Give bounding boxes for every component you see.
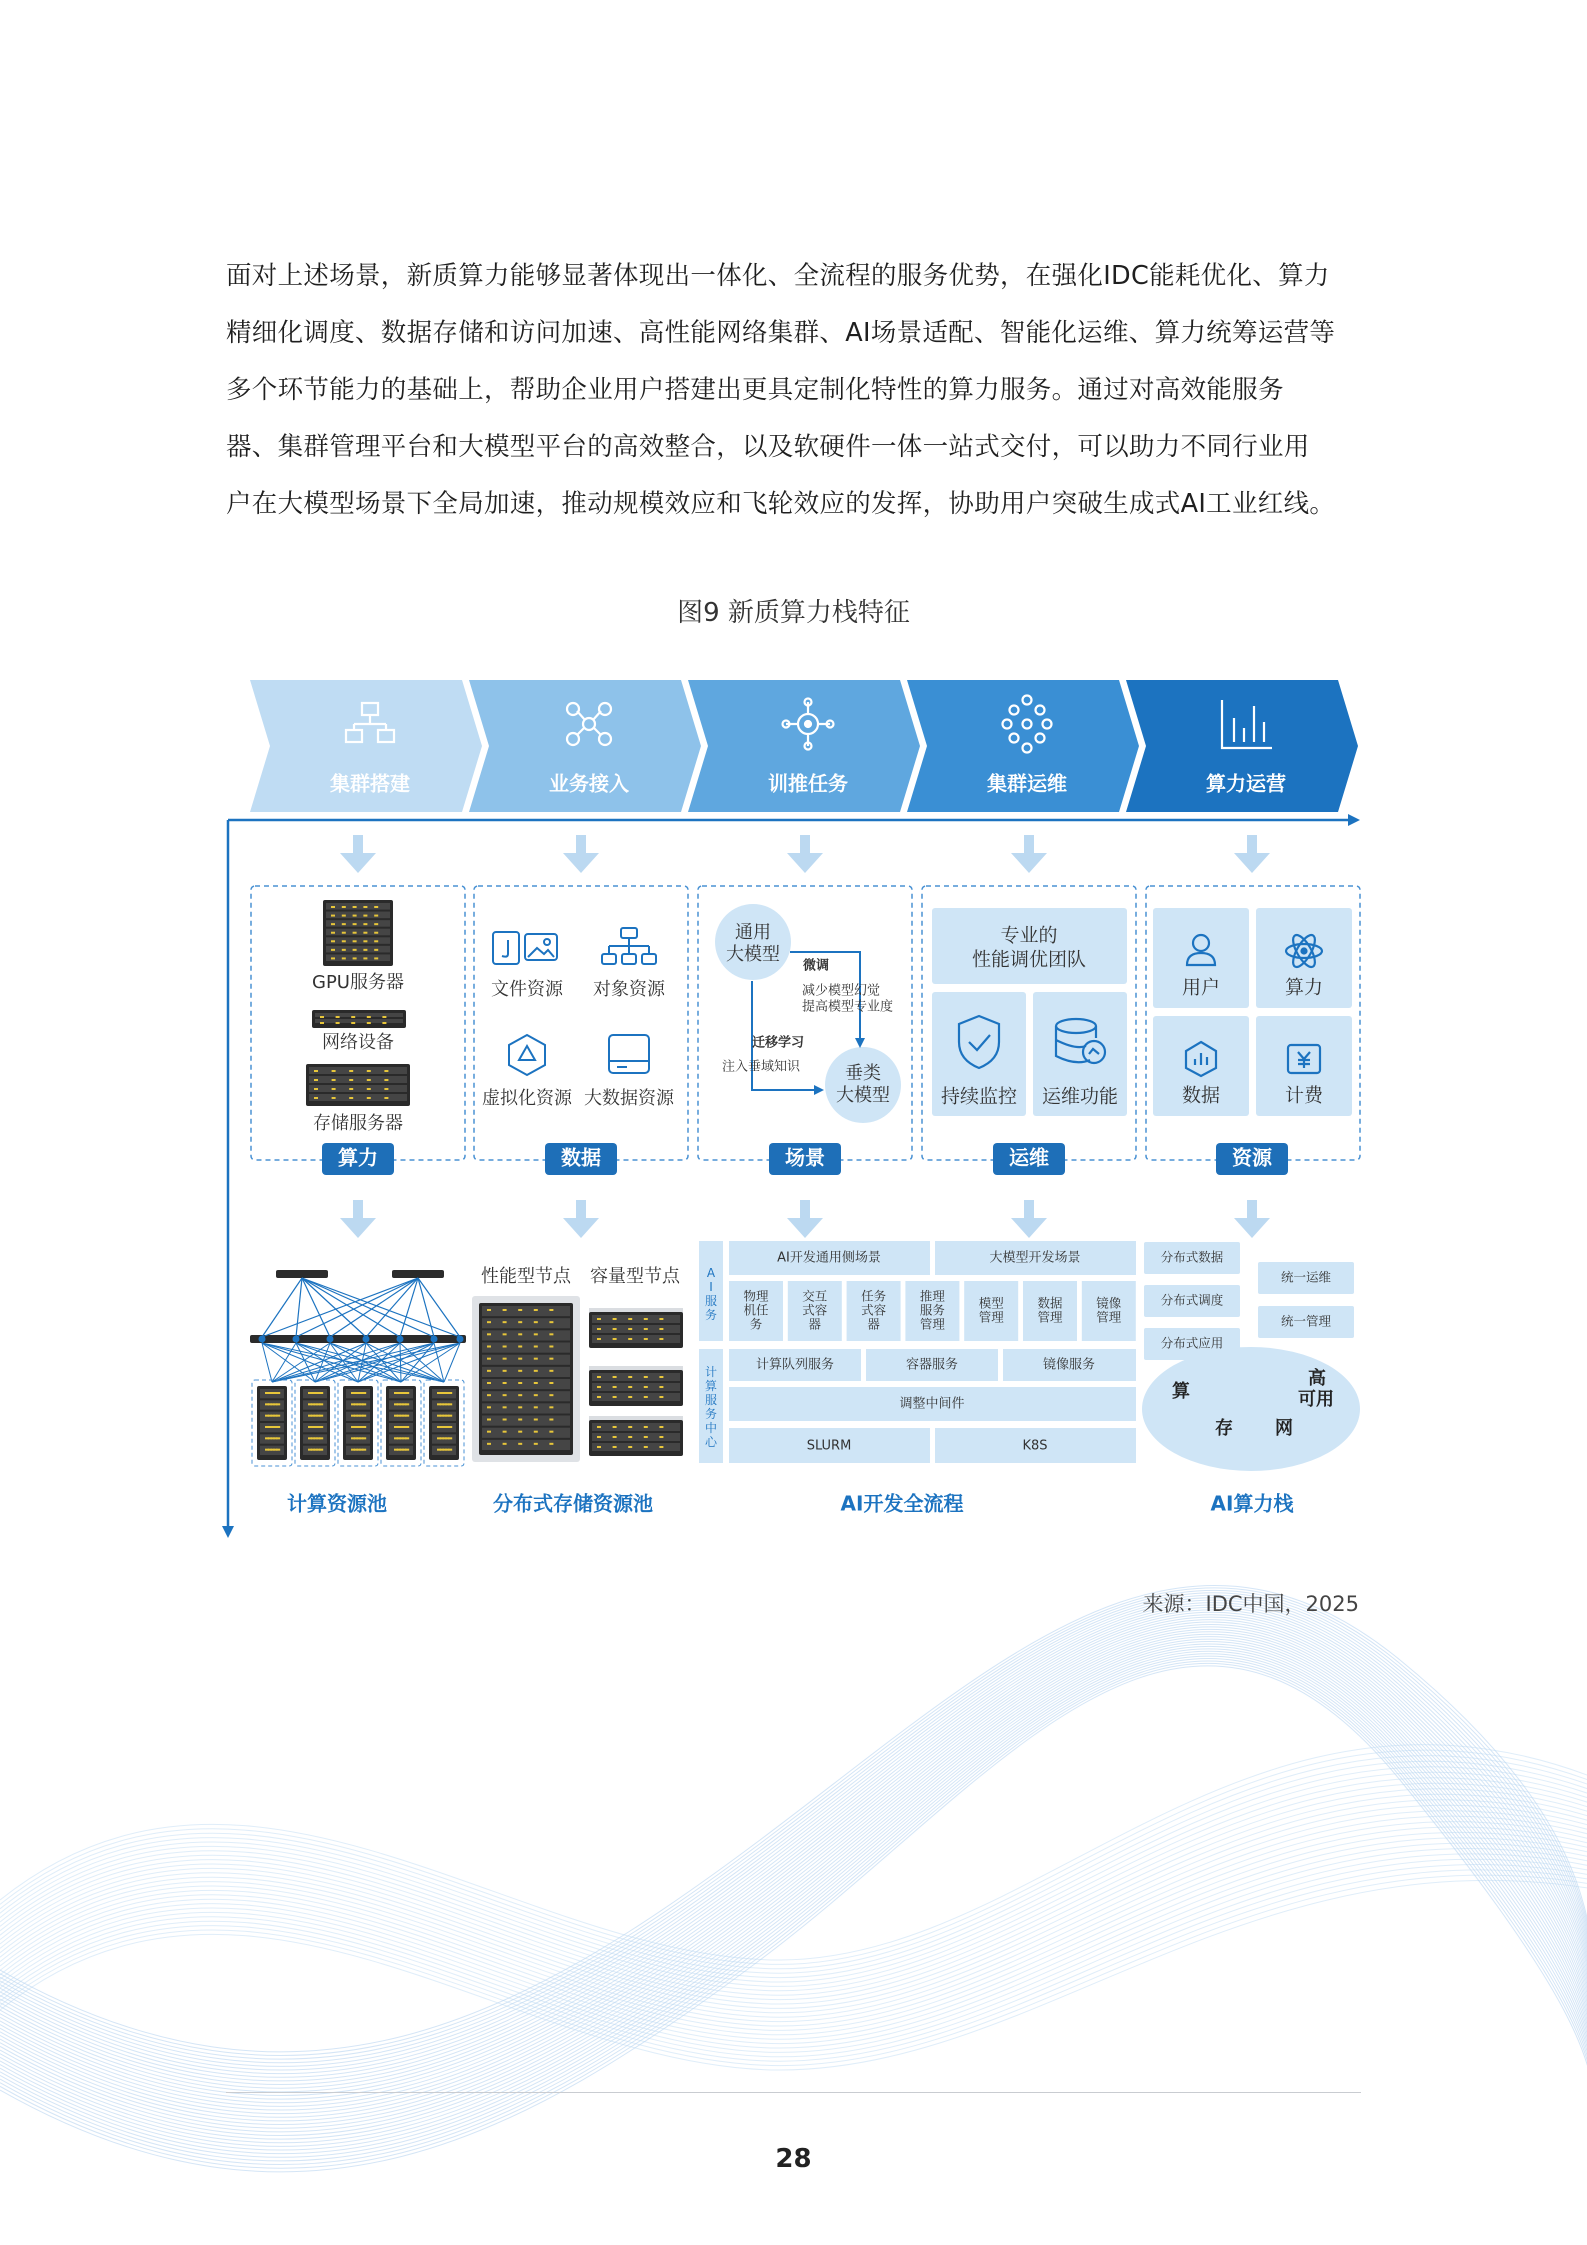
finetune-desc — [802, 999, 893, 1015]
ops-label — [941, 1086, 1017, 1108]
svg-text:AI算力栈: AI算力栈 — [1210, 1491, 1294, 1516]
service-label — [1096, 1296, 1122, 1325]
svg-text:存储服务器: 存储服务器 — [313, 1113, 403, 1134]
svg-text:大模型开发场景: 大模型开发场景 — [989, 1250, 1081, 1266]
svg-text:器: 器 — [808, 1316, 822, 1332]
svg-text:任务: 任务 — [861, 1288, 887, 1304]
svg-text:务: 务 — [704, 1308, 718, 1322]
svg-text:大模型: 大模型 — [726, 944, 780, 965]
figure-source: 来源：IDC中国，2025 — [1142, 1592, 1359, 1616]
finetune-desc — [802, 983, 880, 999]
svg-text:训推任务: 训推任务 — [768, 771, 848, 796]
body-line: 精细化调度、数据存储和访问加速、高性能网络集群、AI场景适配、智能化运维、算力统筹运营等 — [226, 318, 1336, 348]
svg-text:网络设备: 网络设备 — [322, 1032, 394, 1053]
ellipse-label — [1215, 1417, 1233, 1439]
panel-tag-label — [785, 1146, 825, 1170]
cap-node-image — [589, 1312, 683, 1348]
down-arrow — [787, 1200, 823, 1238]
svg-text:大数据资源: 大数据资源 — [584, 1088, 674, 1109]
svg-text:存: 存 — [1215, 1418, 1233, 1439]
svg-text:虚拟化资源: 虚拟化资源 — [482, 1088, 572, 1109]
svg-text:务: 务 — [704, 1407, 718, 1421]
resource-label — [1182, 977, 1220, 999]
storage-server-image — [306, 1064, 410, 1106]
scene-llm-label — [989, 1250, 1080, 1266]
svg-text:通用: 通用 — [735, 922, 771, 943]
compute-rack-image — [343, 1386, 373, 1460]
down-arrow — [1011, 1200, 1047, 1238]
resource-label — [1285, 977, 1323, 999]
svg-text:大模型: 大模型 — [836, 1085, 890, 1106]
down-arrow — [787, 835, 823, 873]
svg-text:I: I — [709, 1280, 713, 1294]
ops-label — [1042, 1086, 1118, 1108]
row-service-label — [906, 1358, 958, 1373]
svg-text:数据: 数据 — [1181, 1084, 1221, 1107]
svg-text:分布式调度: 分布式调度 — [1160, 1292, 1224, 1308]
svg-text:模型: 模型 — [978, 1295, 1004, 1311]
row-service-label — [756, 1357, 834, 1373]
svg-text:计费: 计费 — [1284, 1084, 1324, 1107]
svg-text:镜像: 镜像 — [1096, 1295, 1122, 1311]
cap-node-image — [589, 1420, 683, 1456]
svg-text:A: A — [706, 1266, 716, 1280]
service-label — [920, 1289, 946, 1332]
page-number: 28 — [775, 2144, 812, 2174]
svg-text:集群运维: 集群运维 — [987, 771, 1067, 796]
svg-text:服: 服 — [704, 1393, 718, 1407]
svg-text:算: 算 — [704, 1379, 718, 1393]
svg-text:算: 算 — [1172, 1381, 1190, 1402]
svg-text:文件资源: 文件资源 — [491, 979, 563, 1000]
svg-text:微调: 微调 — [803, 958, 830, 974]
svg-text:运维: 运维 — [1009, 1145, 1049, 1170]
svg-text:统一运维: 统一运维 — [1280, 1269, 1332, 1285]
compute-rack-image — [386, 1386, 416, 1460]
svg-text:K8S: K8S — [1022, 1438, 1048, 1454]
svg-text:集群搭建: 集群搭建 — [330, 771, 410, 796]
svg-text:管理: 管理 — [919, 1316, 945, 1332]
svg-text:网: 网 — [1275, 1418, 1293, 1439]
axis-arrow-head — [222, 1526, 234, 1538]
service-label — [979, 1296, 1005, 1325]
down-arrow — [563, 835, 599, 873]
svg-text:算力: 算力 — [1284, 976, 1324, 999]
svg-text:服: 服 — [704, 1294, 718, 1308]
svg-text:计算资源池: 计算资源池 — [287, 1491, 387, 1516]
svg-text:分布式应用: 分布式应用 — [1160, 1335, 1224, 1351]
svg-text:数据: 数据 — [561, 1145, 601, 1170]
step-label — [549, 772, 629, 796]
storage-pool-label — [493, 1492, 653, 1516]
step-label — [330, 772, 410, 796]
k8s-label — [1022, 1439, 1047, 1454]
down-arrow — [1234, 1200, 1270, 1238]
transfer-desc — [722, 1060, 801, 1075]
ellipse-label — [1275, 1418, 1293, 1439]
unified-label — [1281, 1270, 1332, 1285]
svg-text:可用: 可用 — [1298, 1389, 1334, 1410]
perf-node-image — [479, 1303, 573, 1455]
data-resource-label — [584, 1088, 675, 1109]
svg-text:物理: 物理 — [743, 1288, 769, 1304]
svg-text:镜像服务: 镜像服务 — [1042, 1357, 1096, 1373]
ai-flow-label — [841, 1492, 964, 1516]
data-resource-label — [491, 979, 564, 1000]
step-label — [1206, 772, 1286, 796]
down-arrow — [340, 835, 376, 873]
scene-general-label — [777, 1250, 881, 1266]
svg-text:计算队列服务: 计算队列服务 — [755, 1357, 835, 1373]
body-line: 户在大模型场景下全局加速，推动规模效应和飞轮效应的发挥，协助用户突破生成式AI工业红线。 — [226, 489, 1336, 519]
svg-text:式容: 式容 — [861, 1302, 887, 1318]
svg-text:性能型节点: 性能型节点 — [481, 1266, 571, 1287]
panel-tag-label — [1009, 1146, 1049, 1170]
panel-tag-label — [561, 1146, 601, 1170]
svg-text:器: 器 — [867, 1316, 880, 1332]
svg-text:AI开发通用侧场景: AI开发通用侧场景 — [777, 1250, 881, 1266]
compute-rack-image — [429, 1386, 459, 1460]
svg-text:推理: 推理 — [919, 1288, 945, 1304]
svg-text:注入垂域知识: 注入垂域知识 — [722, 1059, 801, 1075]
down-arrow — [340, 1200, 376, 1238]
svg-text:对象资源: 对象资源 — [593, 979, 665, 1000]
ellipse-label — [1298, 1389, 1334, 1410]
svg-text:专业的: 专业的 — [1000, 924, 1058, 947]
data-resource-label — [482, 1088, 573, 1109]
middleware-label — [899, 1396, 964, 1412]
step-label — [987, 772, 1067, 796]
data-resource-label — [593, 979, 666, 1000]
body-line: 面对上述场景，新质算力能够显著体现出一体化、全流程的服务优势，在强化IDC能耗优化、算力 — [226, 261, 1330, 291]
svg-text:服务: 服务 — [919, 1302, 945, 1318]
svg-text:统一管理: 统一管理 — [1280, 1313, 1332, 1329]
svg-text:容量型节点: 容量型节点 — [590, 1266, 680, 1287]
svg-text:管理: 管理 — [1037, 1309, 1063, 1325]
body-line: 多个环节能力的基础上，帮助企业用户搭建出更具定制化特性的算力服务。通过对高效能服务 — [226, 375, 1284, 405]
svg-text:用户: 用户 — [1181, 976, 1221, 999]
unified-label — [1281, 1314, 1332, 1329]
ellipse-label — [1172, 1380, 1190, 1402]
perf-node-label — [481, 1266, 572, 1287]
svg-text:AI开发全流程: AI开发全流程 — [840, 1491, 964, 1516]
svg-text:提高模型专业度: 提高模型专业度 — [802, 999, 894, 1015]
svg-text:分布式存储资源池: 分布式存储资源池 — [493, 1491, 653, 1516]
svg-text:务: 务 — [749, 1316, 763, 1332]
step-label — [768, 772, 848, 796]
svg-text:减少模型幻觉: 减少模型幻觉 — [802, 983, 881, 999]
figure-title: 图9 新质算力栈特征 — [677, 598, 910, 628]
down-arrow — [1011, 835, 1047, 873]
hardware-label — [312, 972, 404, 993]
svg-text:算力运营: 算力运营 — [1206, 771, 1286, 796]
dist-label — [1161, 1250, 1224, 1265]
svg-text:容器服务: 容器服务 — [905, 1357, 959, 1373]
slurm-label — [807, 1439, 852, 1454]
down-arrow — [1234, 835, 1270, 873]
hardware-label — [313, 1113, 403, 1134]
svg-text:机任: 机任 — [743, 1302, 769, 1318]
svg-text:式容: 式容 — [802, 1302, 828, 1318]
compute-center-side-label — [705, 1364, 718, 1449]
finetune-label — [803, 958, 829, 974]
svg-text:性能调优团队: 性能调优团队 — [971, 948, 1087, 971]
resource-label — [1182, 1085, 1220, 1107]
svg-text:调整中间件: 调整中间件 — [899, 1396, 965, 1412]
cap-node-label — [590, 1266, 681, 1287]
hardware-label — [322, 1032, 394, 1053]
resource-label — [1285, 1085, 1324, 1107]
svg-text:管理: 管理 — [978, 1309, 1004, 1325]
dist-label — [1161, 1293, 1224, 1308]
svg-text:分布式数据: 分布式数据 — [1160, 1249, 1224, 1265]
panel-tag-label — [338, 1146, 378, 1170]
svg-text:高: 高 — [1308, 1368, 1326, 1389]
svg-text:中: 中 — [704, 1421, 718, 1435]
ai-stack-label — [1211, 1492, 1295, 1516]
compute-pool-label — [287, 1492, 387, 1516]
dist-label — [1161, 1336, 1224, 1351]
svg-text:管理: 管理 — [1096, 1309, 1122, 1325]
svg-text:持续监控: 持续监控 — [940, 1085, 1018, 1108]
svg-text:垂类: 垂类 — [845, 1063, 881, 1084]
svg-text:场景: 场景 — [785, 1145, 825, 1170]
svg-text:运维功能: 运维功能 — [1041, 1085, 1119, 1108]
dashed-panel — [474, 886, 688, 1160]
svg-text:交互: 交互 — [802, 1288, 828, 1304]
svg-text:SLURM: SLURM — [806, 1438, 852, 1454]
svg-text:心: 心 — [704, 1435, 718, 1449]
down-arrow — [563, 1200, 599, 1238]
svg-text:算力: 算力 — [338, 1145, 378, 1170]
compute-rack-image — [300, 1386, 330, 1460]
axis-arrow-head — [1348, 814, 1360, 826]
compute-rack-image — [257, 1386, 287, 1460]
network-device-image — [312, 1010, 406, 1028]
transfer-label — [752, 1035, 804, 1051]
body-line: 器、集群管理平台和大模型平台的高效整合，以及软硬件一体一站式交付，可以助力不同行业用 — [226, 432, 1310, 462]
cap-node-image — [589, 1370, 683, 1406]
svg-text:资源: 资源 — [1232, 1145, 1272, 1170]
svg-text:数据: 数据 — [1037, 1295, 1063, 1311]
svg-text:计: 计 — [704, 1365, 718, 1379]
row-service-label — [1043, 1357, 1095, 1373]
service-label — [1037, 1296, 1063, 1325]
svg-text:业务接入: 业务接入 — [549, 771, 629, 796]
panel-tag-label — [1232, 1146, 1273, 1170]
svg-text:迁移学习: 迁移学习 — [752, 1035, 805, 1051]
gpu-server-image — [323, 900, 393, 966]
footer-divider — [226, 2092, 1361, 2093]
ellipse-label — [1308, 1367, 1326, 1389]
svg-text:GPU服务器: GPU服务器 — [312, 972, 404, 993]
